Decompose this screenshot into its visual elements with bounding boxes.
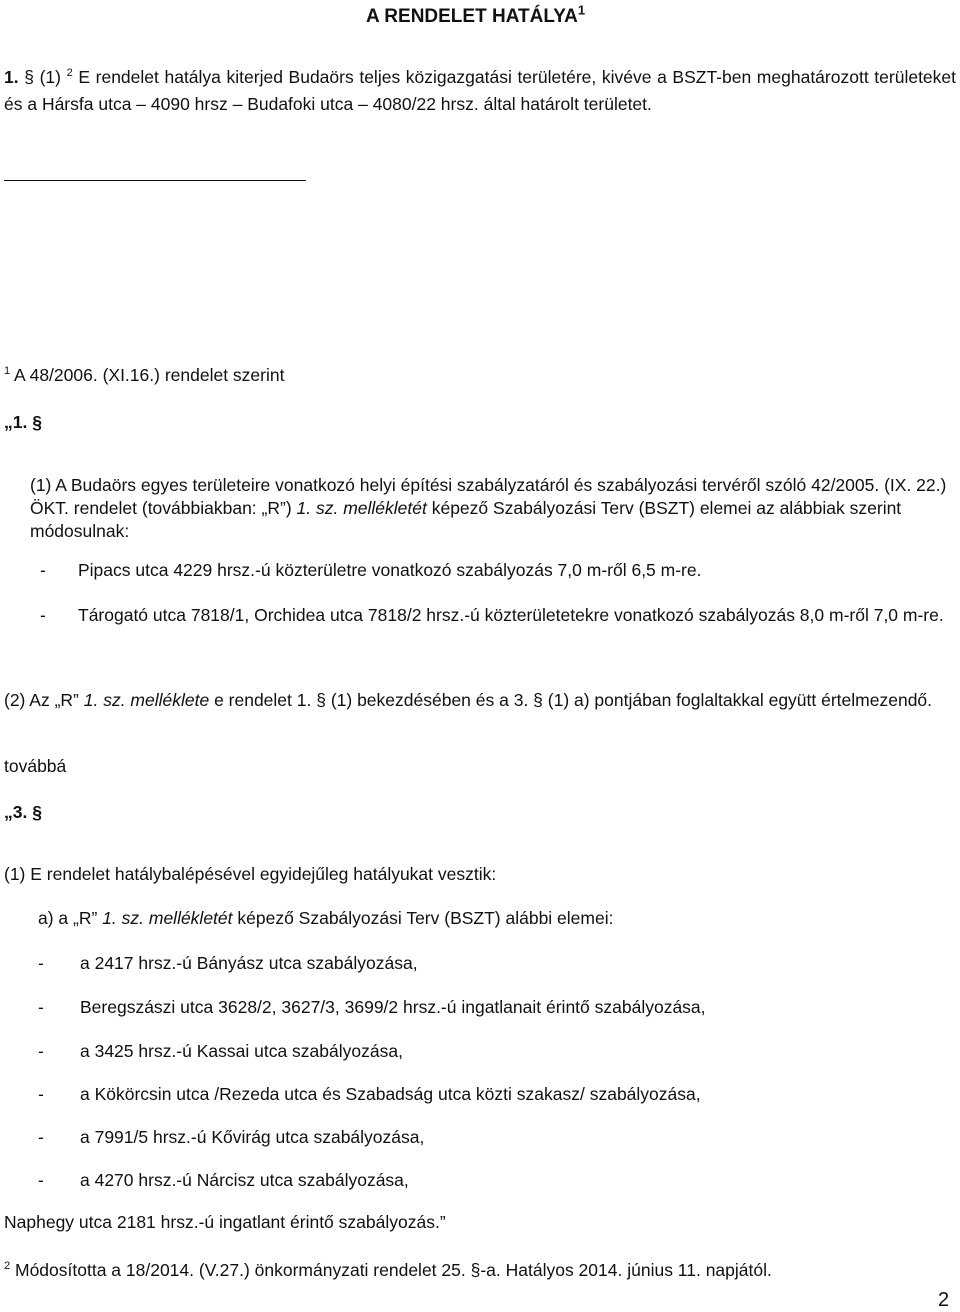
repeal-paragraph: (1) E rendelet hatálybalépésével egyidejűleg hatályukat vesztik: <box>4 864 497 884</box>
amendment-paragraph-1-text-a: (1) A Budaörs egyes területeire vonatkozó helyi építési szabályzatáról és szabályozási tervéről szóló 42/2005. (IX. 22.) ÖKT. rendelet (továbbiakban: „R”) <box>30 475 947 518</box>
paragraph-1-text: E rendelet hatálya kiterjed Budaörs teljes közigazgatási területére, kivéve a BSZT-ben meghatározott területeket és a Hársfa utca – 4090 hrsz – Budafoki utca – 4080/22 hrsz. által határolt területet. <box>4 67 957 114</box>
repeal-item-a-annex: 1. sz. mellékletét <box>102 908 233 928</box>
dash-marker: - <box>38 997 44 1017</box>
list-item <box>38 1126 938 1148</box>
list-item <box>38 996 938 1018</box>
dash-marker: - <box>38 1041 44 1061</box>
dash-marker: - <box>40 560 46 580</box>
document-title <box>366 2 586 28</box>
list-item-text: a Kökörcsin utca /Rezeda utca és Szabadság utca közti szakasz/ szabályozása, <box>80 1084 701 1104</box>
list-item-text: Beregszászi utca 3628/2, 3627/3, 3699/2 hrsz.-ú ingatlanait érintő szabályozása, <box>80 997 706 1017</box>
dash-marker: - <box>38 953 44 973</box>
dash-item <box>30 559 950 582</box>
paragraph-1 <box>4 64 956 118</box>
list-item-text: a 2417 hrsz.-ú Bányász utca szabályozása, <box>80 953 418 973</box>
footnote-2 <box>4 1260 772 1281</box>
amendment-paragraph-1-text-c: képező Szabályozási Terv (BSZT) elemei az alábbiak szerint módosulnak: <box>30 498 902 541</box>
dash-marker: - <box>40 605 46 625</box>
amendment-paragraph-2 <box>4 688 956 712</box>
dash-item-text: Pipacs utca 4229 hrsz.-ú közterületre vonatkozó szabályozás 7,0 m-ről 6,5 m-re. <box>78 560 702 580</box>
footnote-separator <box>4 180 306 181</box>
repeal-item-a <box>38 908 613 929</box>
repeal-item-a-text-c: képező Szabályozási Terv (BSZT) alábbi elemei: <box>232 908 614 928</box>
continuation-word: továbbá <box>4 756 67 776</box>
list-item <box>38 1040 938 1062</box>
footnote-2-text: Módosította a 18/2014. (V.27.) önkormányzati rendelet 25. §-a. Hatályos 2014. június 11. napjától. <box>10 1260 772 1280</box>
dash-marker: - <box>38 1170 44 1190</box>
closing-item: Naphegy utca 2181 hrsz.-ú ingatlant érintő szabályozás.” <box>4 1212 446 1232</box>
amendment-paragraph-2-annex: 1. sz. melléklete <box>83 690 210 710</box>
footnote-1 <box>4 364 284 386</box>
title-footnote-ref: 1 <box>577 2 586 18</box>
section-number: 1. <box>4 67 19 87</box>
section-1-heading: „1. § <box>4 412 42 432</box>
list-item-text: a 3425 hrsz.-ú Kassai utca szabályozása, <box>80 1041 403 1061</box>
section-3-heading: „3. § <box>4 802 42 822</box>
footnote-2-number: 2 <box>4 1260 11 1273</box>
amendment-paragraph-1-annex: 1. sz. mellékletét <box>296 498 427 518</box>
dash-item <box>30 604 950 627</box>
title-text: A RENDELET HATÁLYA <box>366 6 578 27</box>
repeal-item-a-text-a: a) a „R” <box>38 908 103 928</box>
list-item <box>38 952 938 974</box>
list-item-text: a 4270 hrsz.-ú Nárcisz utca szabályozása, <box>80 1170 409 1190</box>
dash-item-text: Tárogató utca 7818/1, Orchidea utca 7818/2 hrsz.-ú közterületetekre vonatkozó szabályozás 8,0 m-ről 7,0 m-re. <box>78 605 944 625</box>
subsection-label: (1) <box>39 67 61 87</box>
amendment-paragraph-2-text-a: (2) Az „R” <box>4 690 84 710</box>
list-item <box>38 1169 938 1191</box>
amendment-paragraph-2-text-c: e rendelet 1. § (1) bekezdésében és a 3. § (1) a) pontjában foglaltakkal együtt értelmezendő. <box>209 690 933 710</box>
amendment-paragraph-1 <box>30 474 950 543</box>
footnote-1-text: A 48/2006. (XI.16.) rendelet szerint <box>10 365 285 385</box>
dash-marker: - <box>38 1084 44 1104</box>
list-item <box>38 1083 938 1105</box>
footnote-ref-2: 2 <box>66 67 73 80</box>
section-symbol: § <box>24 67 34 87</box>
footnote-1-number: 1 <box>4 365 11 378</box>
page-number: 2 <box>938 1289 950 1311</box>
list-item-text: a 7991/5 hrsz.-ú Kővirág utca szabályozása, <box>80 1127 425 1147</box>
dash-marker: - <box>38 1127 44 1147</box>
